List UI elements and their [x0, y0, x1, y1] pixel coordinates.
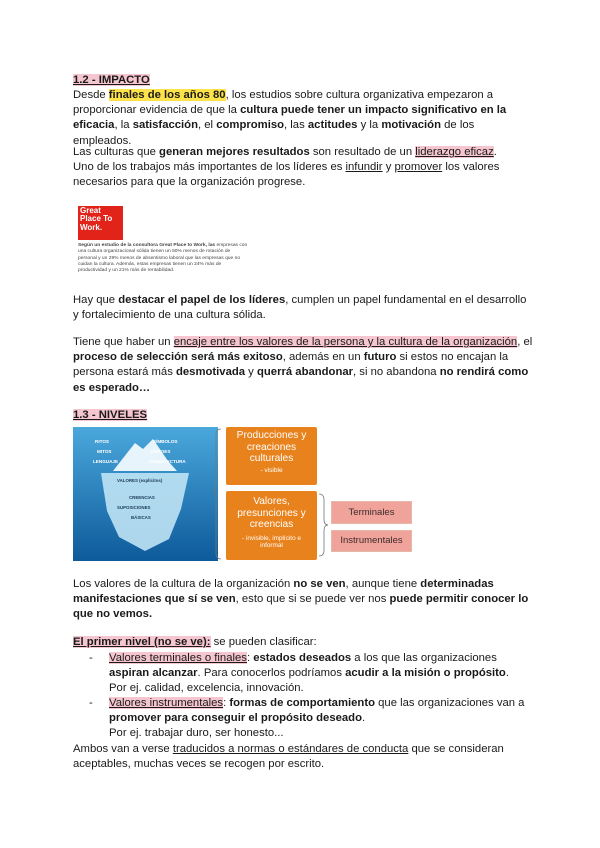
iceberg-label-mitos: MITOS	[97, 449, 112, 454]
heading-text: 1.3 - NIVELES	[73, 409, 148, 421]
iceberg-label-simbolos: SÍMBOLOS	[153, 439, 178, 444]
heading-text: 1.2 - IMPACTO	[73, 74, 150, 86]
box-instrumentales: Instrumentales	[331, 530, 412, 552]
list-item-valores-terminales: - Valores terminales o finales: estados deseados a los que las organizaciones aspiran alcanzar. Para conocerlos podríamos acudir a la misión o propósito. Por ej. calidad, excelencia, innovación.	[89, 652, 509, 695]
example-text: Por ej. calidad, excelencia, innovación.	[109, 682, 304, 695]
iceberg-label-arquitectura: ARQUITECTURA	[149, 459, 186, 464]
iceberg-label-ritos: RITOS	[95, 439, 109, 444]
iceberg-label-creencias: CREENCIAS	[129, 495, 155, 500]
paragraph-impacto-3: Hay que destacar el papel de los líderes, cumplen un papel fundamental en el desarrollo y fortalecimiento de una cultura sólida.	[73, 294, 527, 322]
paragraph-impacto-1: Desde finales de los años 80, los estudios sobre cultura organizativa empezaron a proporcionar evidencia de que la cultura puede tener un impacto significativo en la eficacia, la satisfacción, el compromiso, las actitudes y la motivación de los empleados.	[73, 89, 507, 147]
gptw-logo: Great Place To Work.	[78, 206, 123, 240]
iceberg-label-basicas: BÁSICAS	[131, 515, 151, 520]
box-terminales: Terminales	[331, 501, 412, 524]
left-brace-divider	[213, 427, 225, 561]
iceberg-label-valores: VALORES (explícitos)	[117, 478, 163, 483]
great-place-to-work-image	[74, 203, 254, 283]
box-valores-creencias	[226, 491, 317, 560]
promo-caption: Según un estudio de la consultora Great Place to Work, las empresas con una cultura organizacional sólida tienen un 50% menos de rotación de personal y un 29% menos de absentismo laboral que las empresas que no cuidan la cultura. Además, estas empresas tienen un 24% más de productividad y un 21% más de rentabilidad.	[78, 243, 248, 274]
paragraph-impacto-4: Tiene que haber un encaje entre los valores de la persona y la cultura de la organización, el proceso de selección será más exitoso, además en un futuro si estos no encajan la persona estará más desmotivada y querrá abandonar, si no abandona no rendirá como es esperado…	[73, 336, 533, 394]
paragraph-niveles-1: Los valores de la cultura de la organización no se ven, aunque tiene determinadas manifestaciones que sí se ven, esto que si se puede ver nos puede permitir conocer lo que no vemos.	[73, 578, 529, 621]
bullet: -	[89, 697, 93, 709]
right-brace-divider	[318, 492, 330, 558]
iceberg-label-heroes: HÉROES	[151, 449, 171, 454]
section-heading-impacto	[73, 73, 535, 88]
bullet: -	[89, 652, 93, 664]
paragraph-niveles-final: Ambos van a verse traducidos a normas o estándares de conducta que se consideran aceptables, muchas veces se recogen por escrito.	[73, 743, 504, 771]
list-item-valores-instrumentales: - Valores instrumentales: formas de comportamiento que las organizaciones van a promover para conseguir el propósito deseado. Por ej. trabajar duro, ser honesto...	[89, 697, 525, 740]
section-heading-niveles	[73, 408, 535, 423]
box2-title: Valores, presunciones y creencias	[237, 496, 306, 530]
box-producciones-culturales	[226, 427, 317, 485]
iceberg-label-suposiciones: SUPOSICIONES	[117, 505, 151, 510]
paragraph-primer-nivel: El primer nivel (no se ve): se pueden clasificar:	[73, 636, 317, 648]
box1-sub: - visible	[260, 466, 283, 474]
box1-title: Producciones y creaciones culturales	[236, 430, 307, 464]
iceberg-label-lenguaje: LENGUAJE	[93, 459, 119, 464]
box2-sub: - invisible, implícito e informal	[242, 534, 301, 550]
example-text: Por ej. trabajar duro, ser honesto...	[109, 727, 284, 740]
paragraph-impacto-2: Las culturas que generan mejores resultados son resultado de un liderazgo eficaz. Uno de los trabajos más importantes de los líderes es infundir y promover los valores necesarios para que la organización progrese.	[73, 146, 500, 189]
iceberg-diagram	[73, 427, 218, 561]
